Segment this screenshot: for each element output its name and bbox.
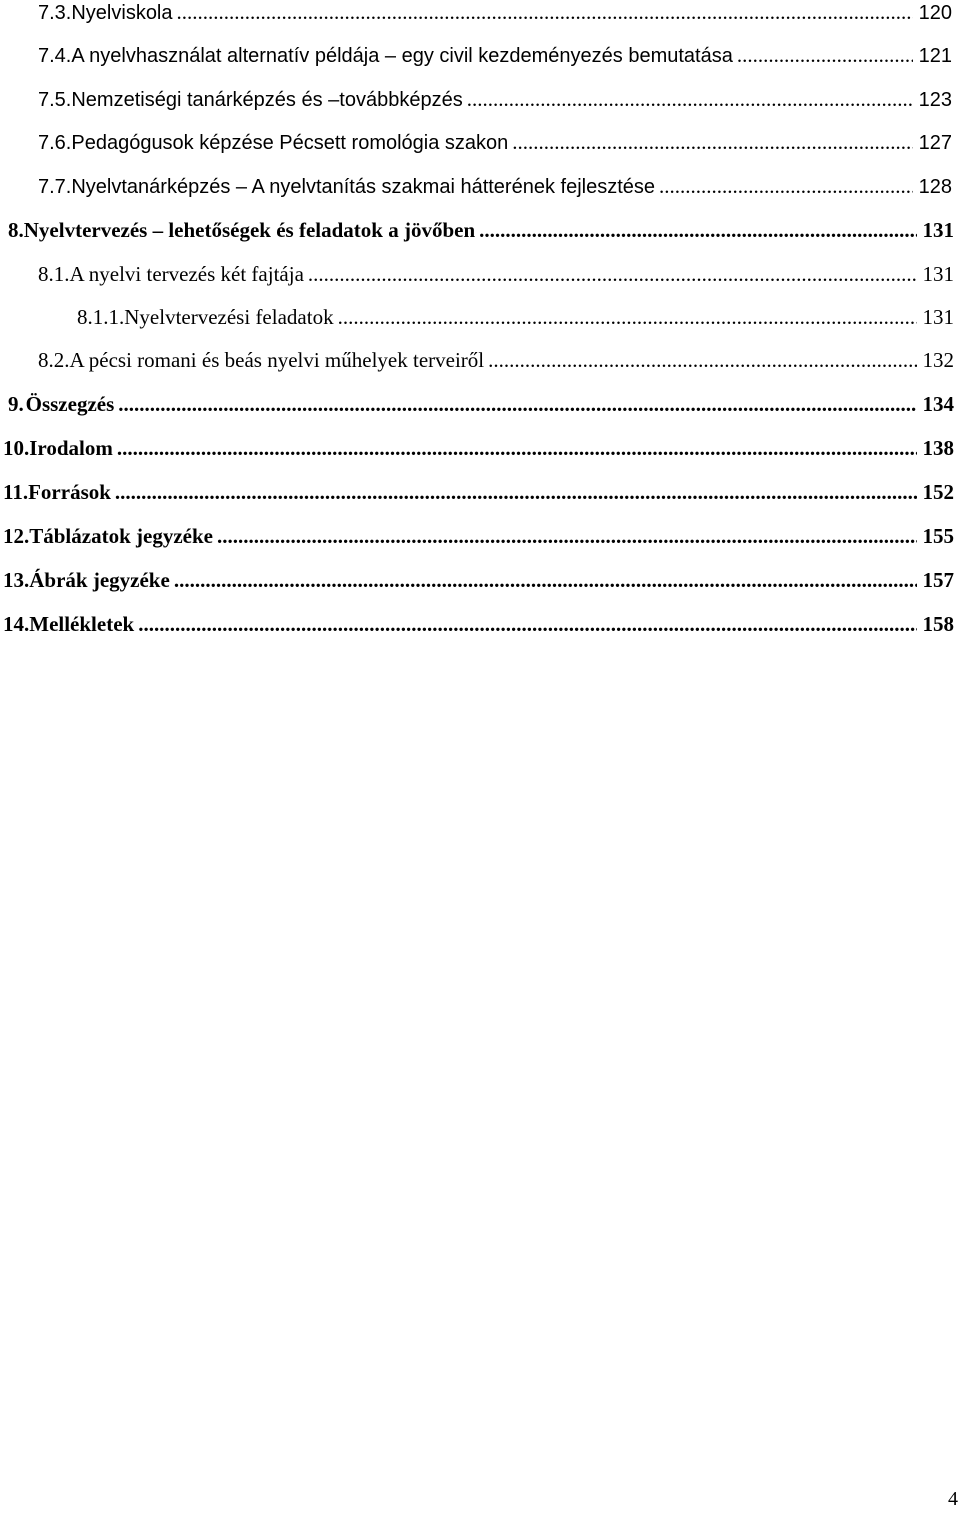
toc-entry-8[interactable] <box>8 215 954 245</box>
toc-dot-leader <box>479 215 916 245</box>
toc-entry-title: Ábrák jegyzéke <box>29 568 170 592</box>
toc-dot-leader <box>138 609 916 639</box>
toc-dot-leader <box>174 565 917 595</box>
toc-entry-number: 8. <box>8 218 24 242</box>
toc-entry-title: Irodalom <box>29 436 113 460</box>
toc-entry-number: 7.5. <box>38 89 72 111</box>
toc-entry-page: 120 <box>918 2 952 24</box>
toc-entry-page: 152 <box>922 480 954 504</box>
toc-dot-leader <box>338 302 917 332</box>
toc-entry-title: Források <box>28 480 111 504</box>
toc-entry-7-3[interactable] <box>38 0 952 27</box>
toc-entry-title: Nyelvtanárképzés – A nyelvtanítás szakmai hátterének fejlesztése <box>71 176 656 198</box>
toc-dot-leader <box>512 127 912 157</box>
toc-entry-page: 158 <box>922 612 954 636</box>
toc-entry-number: 12. <box>3 524 30 548</box>
toc-entry-number: 9. <box>8 392 24 416</box>
toc-entry-number: 8.1. <box>38 262 70 286</box>
toc-entry-number: 7.3. <box>38 2 72 24</box>
toc-entry-title: A nyelvhasználat alternatív példája – egy civil kezdeményezés bemutatása <box>71 45 733 67</box>
toc-dot-leader <box>115 477 917 507</box>
toc-entry-title: Pedagógusok képzése Pécsett romológia szakon <box>71 132 509 154</box>
toc-entry-page: 131 <box>922 262 954 286</box>
toc-dot-leader <box>467 84 913 114</box>
toc-entry-9[interactable] <box>8 389 954 419</box>
page-number: 4 <box>948 1488 958 1510</box>
toc-dot-leader <box>737 40 913 70</box>
toc-entry-page: 134 <box>922 392 954 416</box>
toc-dot-leader <box>308 259 917 289</box>
toc-entry-page: 155 <box>922 524 954 548</box>
toc-entry-7-6[interactable] <box>38 127 952 157</box>
toc-entry-page: 131 <box>922 305 954 329</box>
toc-entry-13[interactable] <box>3 565 954 595</box>
toc-dot-leader <box>177 0 913 27</box>
toc-entry-title: A nyelvi tervezés két fajtája <box>69 262 304 286</box>
toc-entry-7-7[interactable] <box>38 171 952 201</box>
toc-entry-number: 14. <box>3 612 30 636</box>
toc-entry-page: 132 <box>922 348 954 372</box>
toc-entry-page: 127 <box>918 132 952 154</box>
toc-entry-number: 13. <box>3 568 30 592</box>
toc-entry-8-1[interactable] <box>38 259 954 289</box>
toc-entry-8-2[interactable] <box>38 345 954 375</box>
toc-entry-12[interactable] <box>3 521 954 551</box>
toc-entry-title: Nemzetiségi tanárképzés és –továbbképzés <box>71 89 463 111</box>
toc-entry-page: 121 <box>918 45 952 67</box>
toc-entry-number: 7.6. <box>38 132 72 154</box>
toc-entry-number: 10. <box>3 436 30 460</box>
toc-entry-title: Nyelvtervezési feladatok <box>124 305 334 329</box>
toc-entry-title: Mellékletek <box>29 612 135 636</box>
toc-entry-title: A pécsi romani és beás nyelvi műhelyek terveiről <box>69 348 485 372</box>
toc-dot-leader <box>217 521 917 551</box>
toc-entry-page: 138 <box>922 436 954 460</box>
toc-entry-number: 7.4. <box>38 45 72 67</box>
toc-entry-page: 123 <box>918 89 952 111</box>
toc-entry-page: 128 <box>918 176 952 198</box>
toc-entry-number: 8.1.1. <box>77 305 125 329</box>
toc-dot-leader <box>117 433 917 463</box>
toc-entry-7-5[interactable] <box>38 84 952 114</box>
toc-entry-page: 157 <box>922 568 954 592</box>
toc-dot-leader <box>488 345 916 375</box>
toc-entry-number: 7.7. <box>38 176 72 198</box>
toc-entry-11[interactable] <box>3 477 954 507</box>
toc-entry-title: Nyelviskola <box>71 2 173 24</box>
toc-entry-number: 11. <box>3 480 29 504</box>
toc-entry-8-1-1[interactable] <box>77 302 954 332</box>
toc-entry-title: Táblázatok jegyzéke <box>29 524 213 548</box>
toc-entry-title: Összegzés <box>25 392 115 416</box>
toc-entry-page: 131 <box>922 218 954 242</box>
toc-entry-title: Nyelvtervezés – lehetőségek és feladatok a jövőben <box>23 218 476 242</box>
toc-dot-leader <box>118 389 916 419</box>
toc-entry-14[interactable] <box>3 609 954 639</box>
toc-entry-7-4[interactable] <box>38 40 952 70</box>
toc-dot-leader <box>659 171 913 201</box>
toc-entry-10[interactable] <box>3 433 954 463</box>
toc-entry-number: 8.2. <box>38 348 70 372</box>
